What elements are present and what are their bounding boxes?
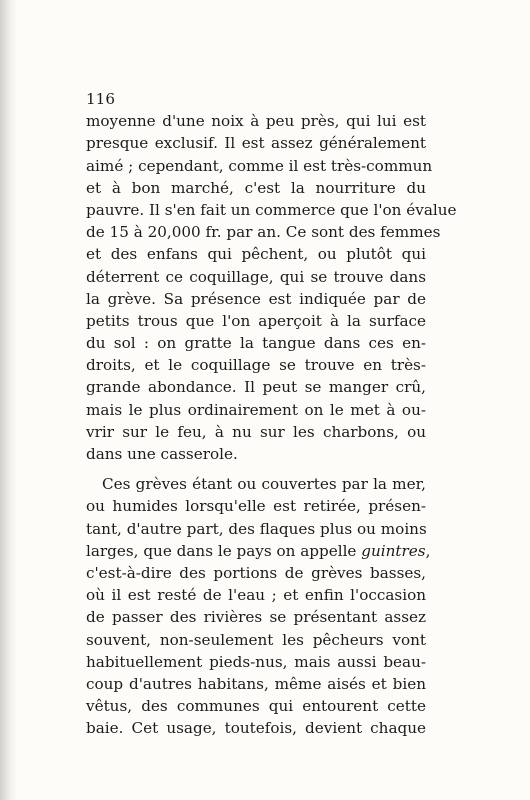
text-line: presque exclusif. Il est assez généralement [86, 134, 426, 153]
page-text [86, 88, 457, 739]
text-line: vrir sur le feu, à nu sur les charbons, ou [86, 422, 426, 441]
page-number: 116 [86, 90, 115, 108]
text-line: mais le plus ordinairement on le met à ou- [86, 400, 426, 419]
text-line: de passer des rivières se présentant assez [86, 608, 426, 627]
text-line: droits, et le coquillage se trouve en très- [86, 356, 426, 375]
text-line-1 [86, 88, 426, 110]
text-line: ou humides lorsqu'elle est retirée, présen- [86, 497, 426, 516]
text-line: de 15 à 20,000 fr. par an. Ce sont des femmes [86, 223, 441, 242]
text-line: baie. Cet usage, toutefois, devient chaque [86, 719, 426, 738]
text-line: et à bon marché, c'est la nourriture du [86, 178, 426, 197]
text-line: coup d'autres habitans, même aisés et bien [86, 674, 426, 693]
text-line: Ces grèves étant ou couvertes par la mer, [102, 475, 426, 494]
text-line: et des enfans qui pêchent, ou plutôt qui [86, 245, 426, 264]
spine-shadow [0, 0, 18, 800]
text-line: grande abondance. Il peut se manger crû, [86, 378, 426, 397]
text-line: tant, d'autre part, des flaques plus ou moins [86, 519, 427, 538]
text-line: habituellement pieds-nus, mais aussi beau- [86, 652, 426, 671]
text-line: moyenne d'une noix à peu près, qui lui est [86, 112, 426, 131]
text-line: où il est resté de l'eau ; et enfin l'occasion [86, 586, 426, 605]
text-line: dans une casserole. [86, 445, 238, 463]
text-line: petits trous que l'on aperçoit à la surface [86, 311, 426, 330]
text-line: vêtus, des communes qui entourent cette [86, 697, 426, 716]
text-line: pauvre. Il s'en fait un commerce que l'on évalue [86, 200, 457, 219]
text-line: la grève. Sa présence est indiquée par de [86, 289, 426, 308]
text-line-italic [86, 540, 431, 562]
text-line: aimé ; cependant, comme il est très-commun [86, 156, 433, 175]
italic-term: guintres [361, 541, 426, 560]
comma: , [425, 541, 431, 560]
text-line-start: larges, que dans le pays on appelle [86, 541, 357, 560]
text-line: du sol : on gratte la tangue dans ces en- [86, 334, 426, 353]
text-line: c'est-à-dire des portions de grèves basses, [86, 563, 426, 582]
text-line: souvent, non-seulement les pêcheurs vont [86, 630, 426, 649]
text-line: déterrent ce coquillage, qui se trouve dans [86, 267, 426, 286]
